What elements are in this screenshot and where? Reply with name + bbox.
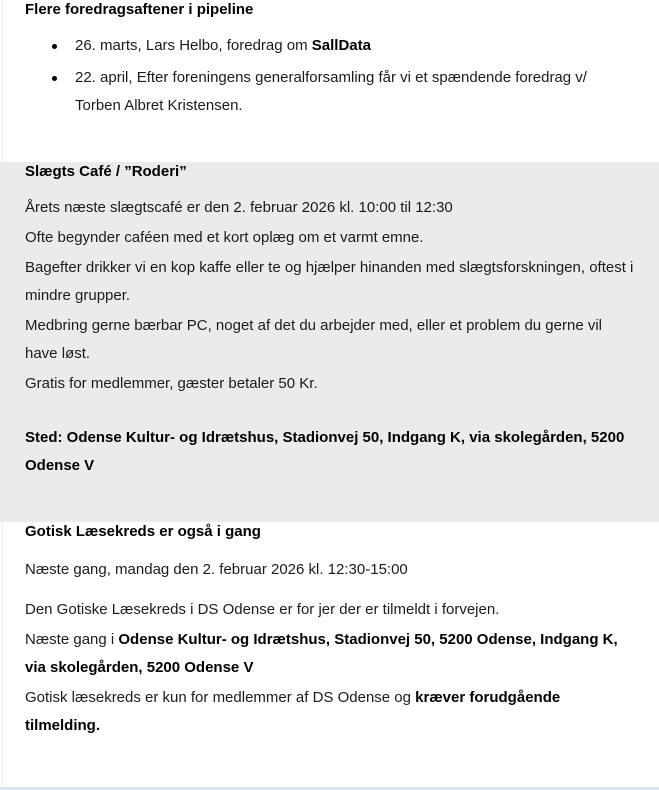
section-cafe bbox=[0, 162, 659, 522]
cafe-intro-text: Ofte begynder caféen med et kort oplæg om et varmt emne. bbox=[25, 229, 424, 246]
list-item bbox=[52, 32, 634, 60]
pipeline-bullet-list bbox=[52, 32, 634, 120]
list-item-text: 26. marts, Lars Helbo, foredrag om SallData bbox=[75, 37, 371, 54]
pipeline-heading: Flere foredragsaftener i pipeline bbox=[25, 1, 254, 18]
cafe-heading: Slægts Café / ”Roderi” bbox=[25, 163, 187, 180]
cafe-venue-text: Sted: Odense Kultur- og Idrætshus, Stadionvej 50, Indgang K, via skolegården, 5200 Odense V bbox=[25, 429, 625, 474]
cafe-bring-text: Medbring gerne bærbar PC, noget af det du arbejder med, eller et problem du gerne vil have løst. bbox=[25, 317, 602, 362]
gotisk-heading: Gotisk Læsekreds er også i gang bbox=[25, 523, 261, 540]
section-gotisk bbox=[0, 522, 659, 785]
bullet-icon bbox=[52, 76, 57, 81]
bullet-icon bbox=[52, 44, 57, 49]
list-item bbox=[52, 64, 634, 120]
gotisk-members-text: Den Gotiske Læsekreds i DS Odense er for jer der er tilmeldt i forvejen. bbox=[25, 601, 500, 618]
gotisk-date-text: Næste gang, mandag den 2. februar 2026 kl. 12:30-15:00 bbox=[25, 561, 408, 578]
gotisk-venue-text: Næste gang i Odense Kultur- og Idrætshus, Stadionvej 50, 5200 Odense, Indgang K, via skolegården, 5200 Odense V bbox=[25, 631, 618, 676]
gotisk-signup-text: Gotisk læsekreds er kun for medlemmer af DS Odense og kræver forudgående tilmelding. bbox=[25, 689, 561, 734]
cafe-price-text: Gratis for medlemmer, gæster betaler 50 Kr. bbox=[25, 375, 318, 392]
cafe-coffee-text: Bagefter drikker vi en kop kaffe eller te og hjælper hinanden med slægtsforskningen, oftest i mindre grupper. bbox=[25, 259, 634, 304]
section-pipeline bbox=[0, 0, 659, 162]
cafe-date-text: Årets næste slægtscafé er den 2. februar 2026 kl. 10:00 til 12:30 bbox=[25, 199, 453, 216]
list-item-text: 22. april, Efter foreningens generalforsamling får vi et spændende foredrag v/ Torben Albret Kristensen. bbox=[75, 69, 587, 114]
